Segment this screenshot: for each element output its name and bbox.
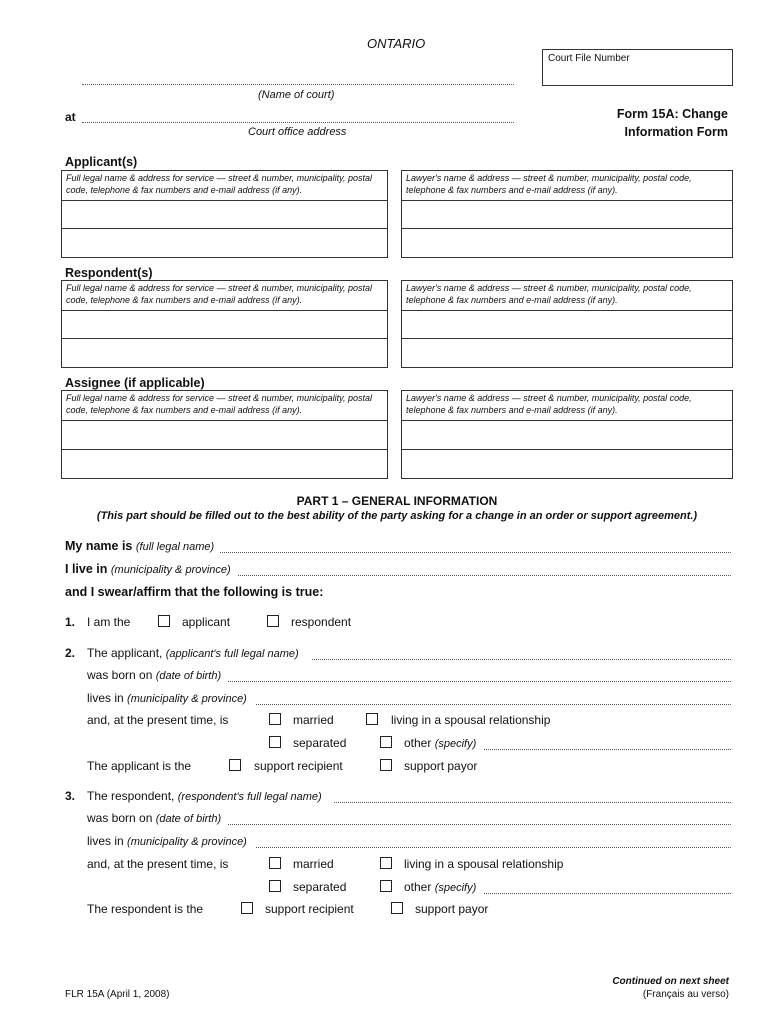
- my-name-input[interactable]: [220, 552, 731, 553]
- q2-married-checkbox[interactable]: [269, 713, 281, 725]
- applicant-lawyer-field-2[interactable]: [402, 229, 732, 257]
- assignee-lawyer-field-1[interactable]: [402, 420, 732, 450]
- part1-subtitle: (This part should be filled out to the best ability of the party asking for a change in an order or support agreement.): [96, 510, 698, 522]
- q3-name-input[interactable]: [334, 802, 731, 803]
- q1-applicant-checkbox[interactable]: [158, 615, 170, 627]
- q1-label: I am the: [87, 615, 131, 629]
- q2-other-row: [404, 736, 476, 750]
- q3-respondent-is-label: The respondent is the: [87, 902, 204, 916]
- respondent-party-field-2[interactable]: [62, 339, 387, 367]
- continued-note: Continued on next sheet: [612, 976, 729, 987]
- respondent-party-info: Full legal name & address for service — street & number, municipality, postal code, telephone & fax numbers and e-mail address (if any).: [66, 283, 372, 305]
- q2-name-input[interactable]: [312, 659, 731, 660]
- q3-born-hint: (date of birth): [155, 813, 222, 825]
- q2-support-recipient-checkbox[interactable]: [229, 759, 241, 771]
- q2-separated-label: separated: [293, 736, 347, 750]
- at-label: at: [65, 110, 76, 124]
- q3-married-checkbox[interactable]: [269, 857, 281, 869]
- q2-applicant-is-label: The applicant is the: [87, 759, 192, 773]
- q3-other-row: [404, 880, 476, 894]
- applicant-party-field-2[interactable]: [62, 229, 387, 257]
- my-name-row: [65, 539, 214, 553]
- q3-separated-label: separated: [293, 880, 347, 894]
- q2-hint: (applicant's full legal name): [165, 648, 299, 660]
- name-of-court-line[interactable]: [82, 84, 514, 85]
- form-id: FLR 15A (April 1, 2008): [65, 989, 170, 1000]
- q3-number: 3.: [65, 789, 76, 803]
- i-live-row: [65, 562, 231, 576]
- q3-support-recipient-label: support recipient: [265, 902, 354, 916]
- q2-other-checkbox[interactable]: [380, 736, 392, 748]
- q2-separated-checkbox[interactable]: [269, 736, 281, 748]
- q1-respondent-label: respondent: [291, 615, 352, 629]
- q2-lives-input[interactable]: [256, 704, 731, 705]
- assignee-party-field-2[interactable]: [62, 450, 387, 478]
- q3-label: The respondent,: [87, 789, 175, 803]
- q2-present-label: and, at the present time, is: [87, 713, 229, 727]
- assignee-lawyer-box: [401, 390, 733, 479]
- court-office-address-label: Court office address: [248, 126, 347, 138]
- respondent-party-field-1[interactable]: [62, 310, 387, 339]
- respondent-lawyer-box: [401, 280, 733, 368]
- province-title: ONTARIO: [367, 36, 426, 51]
- q2-married-label: married: [293, 713, 334, 727]
- q3-hint: (respondent's full legal name): [177, 791, 322, 803]
- respondent-lawyer-field-1[interactable]: [402, 310, 732, 339]
- i-live-label: I live in: [65, 562, 108, 576]
- q2-born-hint: (date of birth): [155, 670, 222, 682]
- q2-lives-hint: (municipality & province): [127, 693, 247, 705]
- assignee-lawyer-field-2[interactable]: [402, 450, 732, 478]
- court-file-number-box[interactable]: [542, 49, 733, 86]
- q3-other-label: other: [404, 880, 432, 894]
- q3-other-checkbox[interactable]: [380, 880, 392, 892]
- form-title-line2: Information Form: [624, 125, 728, 139]
- applicant-party-box: [61, 170, 388, 258]
- assignee-party-field-1[interactable]: [62, 420, 387, 450]
- respondent-party-box: [61, 280, 388, 368]
- q2-lives-row: [87, 691, 247, 705]
- q3-present-label: and, at the present time, is: [87, 857, 229, 871]
- q3-other-input[interactable]: [484, 893, 731, 894]
- assignee-heading: Assignee (if applicable): [65, 376, 205, 390]
- applicant-party-info: Full legal name & address for service — street & number, municipality, postal code, telephone & fax numbers and e-mail address (if any).: [66, 173, 372, 195]
- q2-support-payor-checkbox[interactable]: [380, 759, 392, 771]
- q2-lives-label: lives in: [87, 691, 124, 705]
- q3-other-hint: (specify): [434, 882, 477, 894]
- respondent-lawyer-field-2[interactable]: [402, 339, 732, 367]
- part1-title: PART 1 – GENERAL INFORMATION: [296, 494, 498, 508]
- applicant-lawyer-info: Lawyer's name & address — street & number, municipality, postal code, telephone & fax numbers and e-mail address (if any).: [406, 173, 692, 195]
- my-name-label: My name is: [65, 539, 133, 553]
- name-of-court-label: (Name of court): [258, 89, 335, 101]
- swear-statement: and I swear/affirm that the following is true:: [65, 585, 324, 599]
- respondent-lawyer-info: Lawyer's name & address — street & number, municipality, postal code, telephone & fax numbers and e-mail address (if any).: [406, 283, 692, 305]
- q2-born-label: was born on: [87, 668, 153, 682]
- q3-support-recipient-checkbox[interactable]: [241, 902, 253, 914]
- q2-label: The applicant,: [87, 646, 163, 660]
- my-name-hint: (full legal name): [135, 541, 215, 553]
- q1-respondent-checkbox[interactable]: [267, 615, 279, 627]
- applicant-lawyer-box: [401, 170, 733, 258]
- q3-lives-row: [87, 834, 247, 848]
- q1-applicant-label: applicant: [182, 615, 231, 629]
- assignee-lawyer-info: Lawyer's name & address — street & number, municipality, postal code, telephone & fax numbers and e-mail address (if any).: [406, 393, 692, 415]
- q3-born-label: was born on: [87, 811, 153, 825]
- applicant-lawyer-field-1[interactable]: [402, 200, 732, 229]
- i-live-input[interactable]: [238, 575, 731, 576]
- q3-lives-input[interactable]: [256, 847, 731, 848]
- assignee-party-info: Full legal name & address for service — street & number, municipality, postal code, telephone & fax numbers and e-mail address (if any).: [66, 393, 372, 415]
- q2-support-recipient-label: support recipient: [254, 759, 343, 773]
- court-office-address-line[interactable]: [82, 122, 514, 123]
- applicant-party-field-1[interactable]: [62, 200, 387, 229]
- q1-number: 1.: [65, 615, 76, 629]
- q3-row: [87, 789, 322, 803]
- q2-row: [87, 646, 299, 660]
- court-file-number-label: Court File Number: [548, 53, 630, 64]
- applicant-heading: Applicant(s): [65, 155, 138, 169]
- q2-spousal-checkbox[interactable]: [366, 713, 378, 725]
- q2-other-input[interactable]: [484, 749, 731, 750]
- respondent-heading: Respondent(s): [65, 266, 153, 280]
- q3-lives-hint: (municipality & province): [127, 836, 247, 848]
- q2-other-label: other: [404, 736, 432, 750]
- q3-spousal-label: living in a spousal relationship: [404, 857, 564, 871]
- q2-born-row: [87, 668, 221, 682]
- assignee-party-box: [61, 390, 388, 479]
- form-title-line1: Form 15A: Change: [616, 107, 728, 121]
- q3-born-row: [87, 811, 221, 825]
- q2-spousal-label: living in a spousal relationship: [391, 713, 551, 727]
- q3-dob-input[interactable]: [228, 824, 731, 825]
- q2-dob-input[interactable]: [228, 681, 731, 682]
- q3-spousal-checkbox[interactable]: [380, 857, 392, 869]
- i-live-hint: (municipality & province): [110, 564, 231, 576]
- q2-other-hint: (specify): [434, 738, 477, 750]
- q3-married-label: married: [293, 857, 334, 871]
- q2-number: 2.: [65, 646, 76, 660]
- q2-support-payor-label: support payor: [404, 759, 478, 773]
- q3-support-payor-checkbox[interactable]: [391, 902, 403, 914]
- francais-note: (Français au verso): [642, 989, 729, 1000]
- q3-separated-checkbox[interactable]: [269, 880, 281, 892]
- q3-lives-label: lives in: [87, 834, 124, 848]
- q3-support-payor-label: support payor: [415, 902, 489, 916]
